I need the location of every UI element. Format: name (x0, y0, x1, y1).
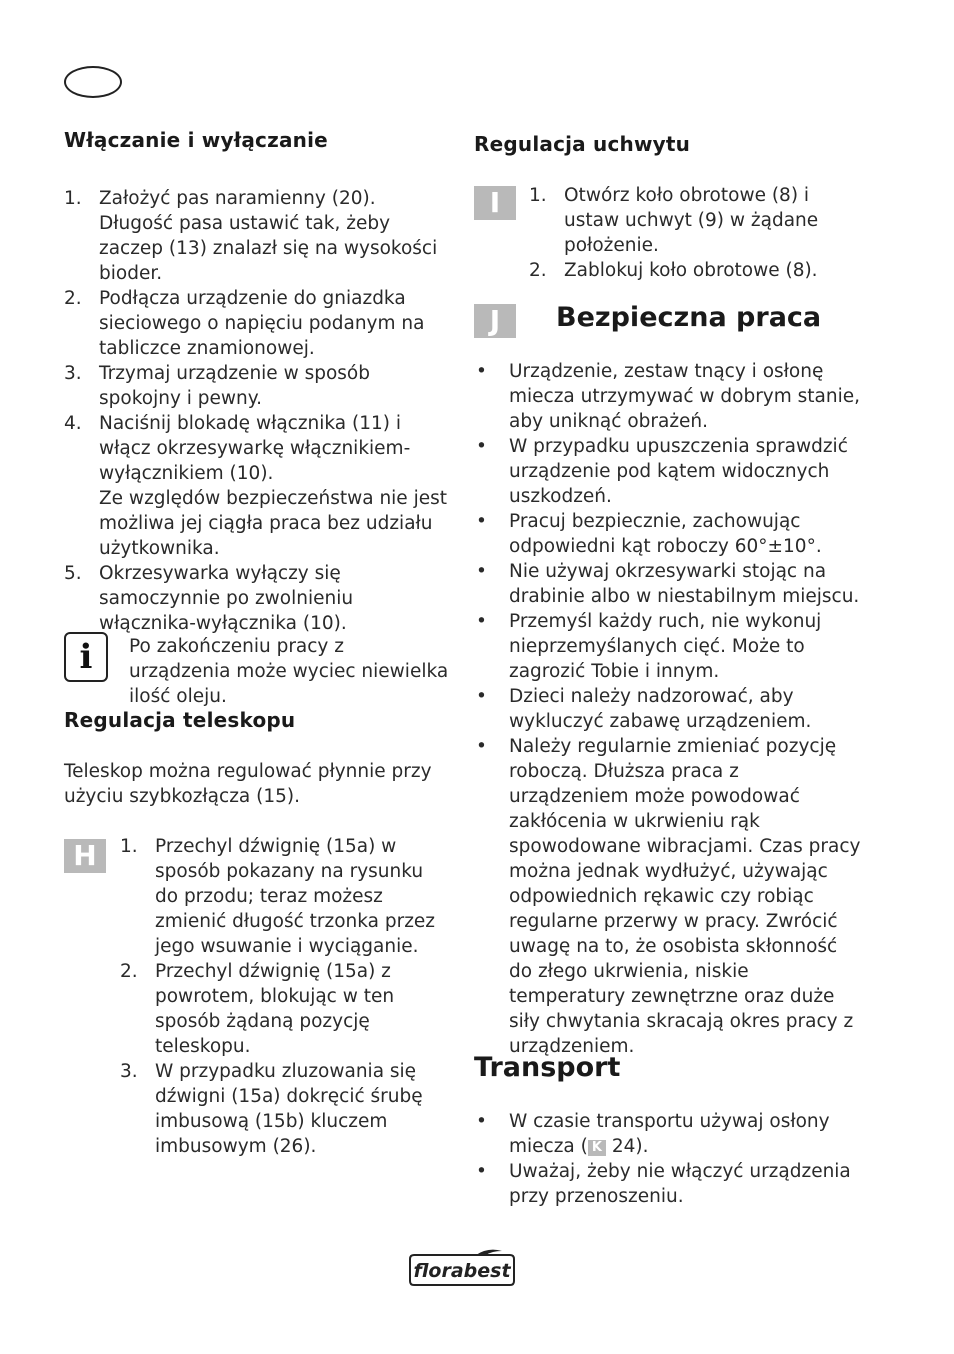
list-item: 1. Otwórz koło obrotowe (8) i ustaw uchwyt (9) w żądane położenie. (529, 185, 819, 256)
list-item: 2. Podłącza urządzenie do gniazdka sieciowego o napięciu podanym na tabliczce znamionowej. (64, 288, 425, 359)
handle-steps (529, 183, 859, 283)
on-off-steps (64, 186, 454, 636)
list-item: 1. Przechyl dźwignię (15a) w sposób pokazany na rysunku do przodu; teraz możesz zmienić długość trzonka przez jego wsuwanie i wyciąganie. (120, 836, 436, 957)
info-icon: i (64, 632, 108, 682)
list-item: • Nie używaj okrzesywarki stojąc na drabinie albo w niestabilnym miejscu. (476, 561, 860, 607)
list-item: • W przypadku upuszczenia sprawdzić urządzenie pod kątem widocznych uszkodzeń. (476, 436, 848, 507)
list-item: 5. Okrzesywarka wyłączy się samoczynnie po zwolnieniu włącznika-wyłącznika (10). (64, 563, 354, 634)
section-heading-telescope: Regulacja teleskopu (64, 708, 296, 732)
figure-label-k: K (588, 1140, 606, 1156)
section-heading-transport: Transport (474, 1052, 621, 1083)
florabest-logo (406, 1249, 518, 1289)
list-item: • Uważaj, żeby nie włączyć urządzenia przy przenoszeniu. (476, 1161, 851, 1207)
logo-text: florabest (413, 1260, 511, 1282)
list-item: • Dzieci należy nadzorować, aby wykluczyć zabawę urządzeniem. (476, 686, 812, 732)
info-note: Po zakończeniu pracy z urządzenia może wyciec niewielka ilość oleju. (129, 636, 449, 707)
telescope-intro: Teleskop można regulować płynnie przy użyciu szybkozłącza (15). (64, 761, 432, 807)
list-item: 1. Założyć pas naramienny (20). Długość pasa ustawić tak, żeby zaczep (13) znalazł się na wysokości bioder. (64, 188, 438, 284)
list-item: • Pracuj bezpiecznie, zachowując odpowiedni kąt roboczy 60°±10°. (476, 511, 822, 557)
left-column (64, 128, 454, 636)
list-item: 3. W przypadku zluzowania się dźwigni (15a) dokręcić śrubę imbusową (15b) kluczem imbusowym (26). (120, 1061, 423, 1157)
telescope-steps (120, 834, 450, 1159)
transport-list (474, 1109, 862, 1209)
list-item: 2. Przechyl dźwignię (15a) z powrotem, blokując w ten sposób żądaną pozycję teleskopu. (120, 961, 395, 1057)
list-item: 3. Trzymaj urządzenie w sposób spokojny i pewny. (64, 363, 370, 409)
section-heading-handle: Regulacja uchwytu (474, 132, 691, 156)
figure-label-j: J (474, 304, 516, 338)
language-badge (64, 66, 122, 98)
section-heading-safe-work: Bezpieczna praca (556, 302, 822, 333)
safety-list (474, 359, 862, 1059)
list-item: • Należy regularnie zmieniać pozycję roboczą. Dłuższa praca z urządzeniem może powodować zakłócenia w ukrwieniu rąk spowodowane wibracjami. Czas pracy można jednak wydłużyć, używając odpowiednich rękawic czy robiąc regularne przerwy w pracy. Zwrócić uwagę na to, że osobista skłonność do złego ukrwienia, niskie temperatury zewnętrzne oraz duże siły chwytania skracają okres pracy z urządzeniem. (476, 736, 861, 1057)
list-item: • W czasie transportu używaj osłony miecza ( K 24). (476, 1111, 830, 1157)
figure-label-i: I (474, 186, 516, 220)
list-item: • Przemyśl każdy ruch, nie wykonuj nieprzemyślanych cięć. Może to zagrozić Tobie i innym. (476, 611, 822, 682)
figure-label-h: H (64, 839, 106, 873)
list-item: 2. Zablokuj koło obrotowe (8). (529, 260, 818, 281)
list-item: 4. Naciśnij blokadę włącznika (11) i włącz okrzesywarkę włącznikiem-wyłącznikiem (10). Ze względów bezpieczeństwa nie jest możliwa jej ciągła praca bez udziału użytkownika. (64, 413, 447, 559)
section-heading-on-off: Włączanie i wyłączanie (64, 128, 328, 152)
list-item: • Urządzenie, zestaw tnący i osłonę miecza utrzymywać w dobrym stanie, aby uniknąć obrażeń. (476, 361, 861, 432)
